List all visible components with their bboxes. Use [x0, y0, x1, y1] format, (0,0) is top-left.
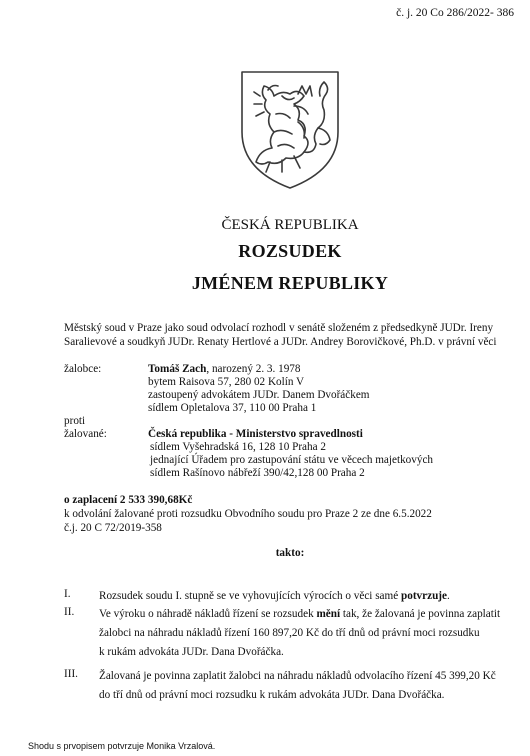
defendant-label: žalované:: [64, 428, 107, 440]
verdict-number: II.: [64, 606, 75, 618]
judgment-subtitle: JMÉNEM REPUBLIKY: [191, 273, 389, 293]
against-label: proti: [64, 415, 86, 427]
plaintiff-label: žalobce:: [64, 363, 102, 375]
verdict-number: III.: [64, 668, 78, 680]
plaintiff-name: Tomáš Zach: [148, 363, 207, 375]
plaintiff-birth: , narozený 2. 3. 1978: [206, 363, 301, 375]
verdict-line: do tří dnů od právní moci rozsudku k rukám advokáta JUDr. Dana Dvořáčka.: [99, 689, 445, 701]
takto-heading: takto:: [275, 547, 305, 559]
czech-lion-coat-of-arms-icon: [238, 66, 342, 196]
intro-line: Městský soud v Praze jako soud odvolací rozhodl v senátě složeném z předsedkyně JUDr. Ireny: [64, 322, 494, 334]
verdict-line: k rukám advokáta JUDr. Dana Dvořáčka.: [99, 646, 284, 658]
plaintiff-representation: zastoupený advokátem JUDr. Danem Dvořáčkem: [148, 389, 370, 401]
judgment-title: ROZSUDEK: [238, 241, 342, 261]
plaintiff-representative-seat: sídlem Opletalova 37, 110 00 Praha 1: [148, 402, 317, 414]
defendant-office-seat: sídlem Rašínovo nábřeží 390/42,128 00 Praha 2: [150, 467, 365, 479]
verdict-emphasis: potvrzuje: [401, 590, 447, 602]
verdict-line-text: .: [446, 590, 450, 602]
verdict-emphasis: mění: [316, 608, 341, 620]
claim-amount: o zaplacení 2 533 390,68Kč: [64, 494, 193, 506]
verdict-line: [99, 587, 516, 606]
verdict-line-text: Rozsudek soudu I. stupně se ve vyhovujících výrocích o věci samé: [99, 590, 401, 602]
case-number: č. j. 20 Co 286/2022- 386: [396, 7, 514, 19]
intro-line: Saralievové a soudkyň JUDr. Renaty Hertlové a JUDr. Andrey Borovičkové, Ph.D. v právní věci: [64, 336, 497, 348]
plaintiff-address: bytem Raisova 57, 280 02 Kolín V: [148, 376, 305, 388]
appeal-line: k odvolání žalované proti rozsudku Obvodního soudu pro Praze 2 ze dne 6.5.2022: [64, 508, 432, 520]
verdict-line: žalobci na náhradu nákladů řízení 160 897,20 Kč do tří dnů od právní moci rozsudku: [99, 627, 480, 639]
defendant-seat: sídlem Vyšehradská 16, 128 10 Praha 2: [150, 441, 326, 453]
defendant-name-text: Česká republika - Ministerstvo spravedlnosti: [148, 428, 363, 440]
verdict-line-text: Ve výroku o náhradě nákladů řízení se rozsudek: [99, 608, 317, 620]
verdict-text: [99, 667, 516, 705]
appeal-paragraph: [64, 507, 516, 535]
verdict-line-text: tak, že žalovaná je povinna zaplatit: [340, 608, 501, 620]
verdict-text: [99, 605, 516, 662]
verdict-text: [99, 587, 516, 606]
defendant-name: [148, 427, 363, 441]
verdict-line: [99, 605, 516, 624]
verdict-number: I.: [64, 588, 71, 600]
intro-paragraph: [64, 321, 516, 349]
appeal-line: č.j. 20 C 72/2019-358: [64, 522, 162, 534]
defendant-acting: jednající Úřadem pro zastupování státu ve věcech majetkových: [150, 454, 433, 466]
verdict-line: Žalovaná je povinna zaplatit žalobci na náhradu nákladů odvolacího řízení 45 399,20 Kč: [99, 670, 496, 682]
certification-footer: Shodu s prvopisem potvrzuje Monika Vrzalová.: [28, 741, 216, 751]
state-heading: ČESKÁ REPUBLIKA: [221, 217, 359, 233]
plaintiff-name-line: [148, 362, 300, 376]
